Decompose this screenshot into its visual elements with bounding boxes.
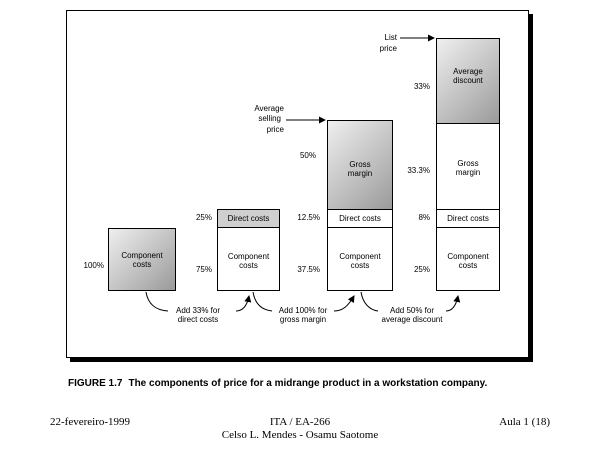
figure-caption xyxy=(68,377,538,390)
list-price-line2: price xyxy=(379,44,397,53)
arrow-transition3 xyxy=(361,292,458,311)
box3-direct-text: Direct costs xyxy=(339,214,381,223)
box3-comp-line1: Component xyxy=(339,252,381,261)
figure-caption-text: The components of price for a midrange product in a workstation company. xyxy=(128,378,488,389)
box2-direct-text: Direct costs xyxy=(227,214,270,223)
avg-selling-price-line3: price xyxy=(266,125,284,134)
label-33-percent: 33% xyxy=(413,82,430,91)
label-8-percent: 8% xyxy=(418,213,430,222)
arrow-transition1 xyxy=(146,292,249,311)
label-25-percent: 25% xyxy=(195,213,212,222)
box1-text-line1: Component xyxy=(121,251,163,260)
list-price-line1: List xyxy=(384,33,397,42)
label-37-5-percent: 37.5% xyxy=(297,265,320,274)
footer-lecture: Aula 1 (18) xyxy=(499,416,550,428)
label-50-percent: 50% xyxy=(299,151,316,160)
box4-comp-line2: costs xyxy=(458,261,478,270)
footer-course: ITA / EA-266 xyxy=(269,416,331,428)
transition2-line1: Add 100% for xyxy=(278,306,328,315)
footer-date: 22-fevereiro-1999 xyxy=(50,416,131,428)
box2-comp-line2: costs xyxy=(239,261,258,270)
box4-direct-text: Direct costs xyxy=(447,214,489,223)
figure-number: FIGURE 1.7 xyxy=(68,378,123,389)
box3-gross-line1: Gross xyxy=(349,160,371,169)
box3-comp-line2: costs xyxy=(350,261,370,270)
avg-selling-price-line1: Average xyxy=(254,104,284,113)
transition3-line2: average discount xyxy=(381,315,443,324)
box4-avg-line1: Average xyxy=(453,67,483,76)
transition2-line2: gross margin xyxy=(279,315,327,324)
box4-gross-line1: Gross xyxy=(457,159,479,168)
label-33-3-percent: 33.3% xyxy=(407,166,430,175)
arrow-transition2 xyxy=(253,292,354,311)
box4-comp-line1: Component xyxy=(447,252,489,261)
transition1-line2: direct costs xyxy=(177,315,219,324)
box1-text-line2: costs xyxy=(132,260,152,269)
label-12-5-percent: 12.5% xyxy=(297,213,320,222)
box4-avg-line2: discount xyxy=(453,76,483,85)
label-25-percent-b: 25% xyxy=(413,265,430,274)
box3-gross-line2: margin xyxy=(347,169,373,178)
box4-gross-line2: margin xyxy=(455,168,481,177)
transition3-line1: Add 50% for xyxy=(389,306,435,315)
box2-comp-line1: Component xyxy=(227,252,270,261)
label-75-percent: 75% xyxy=(195,265,212,274)
label-100-percent: 100% xyxy=(83,261,104,270)
transition1-line1: Add 33% for xyxy=(175,306,221,315)
avg-selling-price-line2: selling xyxy=(258,114,281,123)
footer-authors: Celso L. Mendes - Osamu Saotome xyxy=(221,429,379,441)
